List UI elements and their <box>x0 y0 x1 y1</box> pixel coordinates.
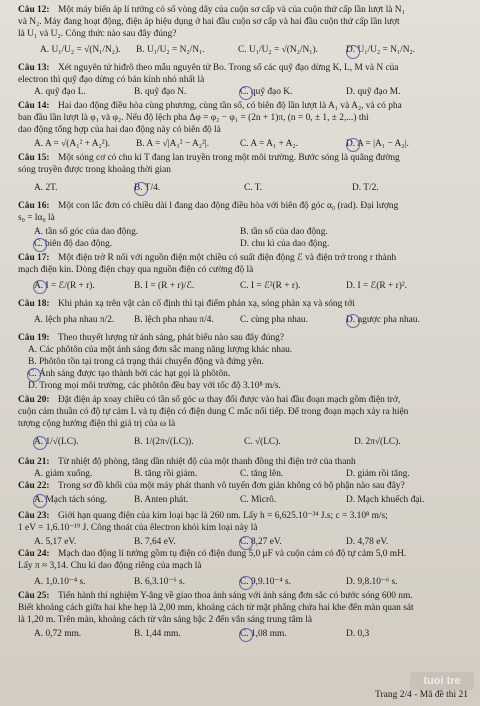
answer-mark <box>33 238 47 252</box>
text-fragment: Một điện trở R nối với nguồn điện một chiều có suất điện động ℰ và điện trở trong r thành <box>58 253 397 263</box>
watermark-logo: tuoi tre <box>410 672 474 690</box>
question-number: Câu 13: <box>18 63 50 73</box>
text-fragment: C. 9,9.10⁻⁴ s. <box>240 577 291 587</box>
text-fragment: dao động tổng hợp của hai dao động này có biên độ là <box>18 125 221 135</box>
text-fragment: Xét nguyên tử hiđrô theo mẫu nguyên tử Bo. Trong số các quỹ đạo dừng K, L, M và N của <box>58 63 399 73</box>
text-line <box>0 468 480 480</box>
text-fragment: B. Phôtôn tồn tại trong cả trạng thái chuyển động và đứng yên. <box>28 357 264 367</box>
text-line <box>0 124 480 136</box>
text-line <box>0 394 480 406</box>
text-line <box>0 74 480 86</box>
text-fragment: B. I = (R + r)/ℰ. <box>134 281 195 291</box>
answer-mark <box>134 182 148 196</box>
text-fragment: B. Anten phát. <box>134 495 189 505</box>
text-fragment: Giới hạn quang điện của kim loại bạc là 260 nm. Lấy h = 6,625.10⁻³⁴ J.s; c = 3.10⁸ m/s; <box>58 511 388 521</box>
answer-mark <box>33 494 47 508</box>
text-fragment: D. giảm rồi tăng. <box>346 469 410 479</box>
text-line <box>0 152 480 164</box>
text-line <box>0 602 480 614</box>
answer-mark <box>33 280 47 294</box>
text-line <box>0 62 480 74</box>
question-number: Câu 23: <box>18 511 50 521</box>
text-line <box>0 406 480 418</box>
text-line <box>0 28 480 40</box>
text-fragment: B. 1,44 mm. <box>134 629 181 639</box>
question-number: Câu 14: <box>18 101 50 111</box>
text-fragment: 1 eV = 1,6.10⁻¹⁹ J. Công thoát của êlectron khỏi kim loại này là <box>18 523 258 533</box>
text-fragment: C. I = ℰ²(R + r). <box>240 281 301 291</box>
text-fragment: Mạch dao động lí tưởng gồm tụ điện có điện dung 5,0 μF và cuộn cảm có độ tự cảm 5,0 mH. <box>58 549 407 559</box>
text-line <box>0 44 480 56</box>
text-line <box>0 614 480 626</box>
answer-mark <box>27 368 41 382</box>
text-fragment: A. tần số góc của dao động. <box>34 227 139 237</box>
text-fragment: s₀ = lα₀ là <box>18 213 55 223</box>
text-line <box>0 314 480 326</box>
answer-mark <box>239 86 253 100</box>
text-fragment: A. 1/√(LC). <box>34 437 79 447</box>
text-line <box>0 560 480 572</box>
answer-mark <box>33 436 47 450</box>
text-fragment: D. chu kì của dao động. <box>240 239 330 249</box>
text-fragment: Tiến hành thí nghiệm Y-âng về giao thoa ánh sáng với ánh sáng đơn sắc có bước sóng 600 nm. <box>58 591 413 601</box>
text-fragment: và N₂. Máy đang hoạt động, điện áp hiệu dụng ở hai đầu cuộn sơ cấp và hai đầu cuộn thứ cấp lần lượt <box>18 17 400 27</box>
text-fragment: A. Mạch tách sóng. <box>34 495 108 505</box>
text-fragment: Đặt điện áp xoay chiều có tần số góc ω thay đổi được vào hai đầu đoạn mạch gồm điện trở, <box>58 395 401 405</box>
text-line <box>0 344 480 356</box>
text-fragment: Từ nhiệt độ phòng, tăng dần nhiệt độ của một thanh đồng thì điện trở của thanh <box>58 457 356 467</box>
text-fragment: D. I = ℰ(R + r)². <box>346 281 407 291</box>
text-line <box>0 182 480 194</box>
text-fragment: C. quỹ đạo K. <box>240 87 293 97</box>
text-line <box>0 436 480 448</box>
question-number: Câu 25: <box>18 591 50 601</box>
text-line <box>0 548 480 560</box>
question-number: Câu 17: <box>18 253 50 263</box>
text-fragment: D. Mạch khuếch đại. <box>346 495 425 505</box>
text-line <box>0 522 480 534</box>
text-fragment: A. quỹ đạo L. <box>34 87 86 97</box>
text-line <box>0 16 480 28</box>
text-fragment: C. 1,08 mm. <box>240 629 287 639</box>
text-line <box>0 252 480 264</box>
text-line <box>0 4 480 16</box>
text-fragment: Hai dao động điều hòa cùng phương, cùng tần số, có biên độ lần lượt là A₁ và A₂, và có pha <box>58 101 402 111</box>
text-fragment: C. Ánh sáng được tạo thành bởi các hạt gọi là phôtôn. <box>28 369 231 379</box>
text-fragment: B. A = √|A₁² − A₂²|. <box>136 139 210 149</box>
text-fragment: A. A = √(A₁² + A₂²). <box>34 139 111 149</box>
text-fragment: electron thì quỹ đạo dừng có bán kính nhỏ nhất là <box>18 75 205 85</box>
answer-mark <box>239 628 253 642</box>
text-fragment: Theo thuyết lượng tử ánh sáng, phát biểu nào sau đây đúng? <box>58 333 285 343</box>
text-fragment: B. 7,64 eV. <box>134 537 176 547</box>
text-fragment: B. T/4. <box>134 183 161 193</box>
text-fragment: A. U₁/U₂ = √(N₁/N₂). <box>40 45 121 55</box>
text-line <box>0 226 480 238</box>
text-fragment: A. 0,72 mm. <box>34 629 82 639</box>
text-fragment: Trong sơ đồ khối của một máy phát thanh vô tuyến đơn giản không có bộ phận nào sau đây? <box>58 481 405 491</box>
text-fragment: D. U₁/U₂ = N₁/N₂. <box>346 45 416 55</box>
text-fragment: Một con lắc đơn có chiều dài l đang dao động điều hòa với biên độ góc α₀ (rad). Đại lượng <box>58 201 399 211</box>
text-fragment: A. 1,0.10⁻⁴ s. <box>34 577 86 587</box>
text-line <box>0 368 480 380</box>
page-footer: Trang 2/4 - Mã đề thi 21 <box>375 690 469 700</box>
text-fragment: mạch điện kín. Dòng điện chạy qua nguồn điện có cường độ là <box>18 265 254 275</box>
text-fragment: là U₁ và U₂. Công thức nào sau đây đúng? <box>18 29 177 39</box>
text-line <box>0 212 480 224</box>
text-fragment: Một máy biến áp lí tưởng có số vòng dây của cuộn sơ cấp và của cuộn thứ cấp lần lượt là N₁ <box>58 5 405 15</box>
text-line <box>0 356 480 368</box>
text-fragment: là 1,20 m. Trên màn, khoảng cách từ vân sáng bậc 2 đến vân sáng trung tâm là <box>18 615 313 625</box>
text-fragment: C. T. <box>244 183 263 193</box>
text-line <box>0 494 480 506</box>
text-fragment: C. biên độ dao động. <box>34 239 113 249</box>
text-fragment: B. tăng rồi giảm. <box>134 469 198 479</box>
text-fragment: D. 9,8.10⁻⁶ s. <box>346 577 398 587</box>
text-fragment: C. tăng lên. <box>240 469 284 479</box>
text-fragment: Lấy π ≈ 3,14. Chu kì dao động riêng của mạch là <box>18 561 202 571</box>
text-fragment: C. A = A₁ + A₂. <box>240 139 299 149</box>
text-fragment: B. 1/(2π√(LC)). <box>134 437 194 447</box>
text-fragment: A. lệch pha nhau π/2. <box>34 315 115 325</box>
text-fragment: D. 0,3 <box>346 629 370 639</box>
text-fragment: D. quỹ đạo M. <box>346 87 401 97</box>
question-number: Câu 19: <box>18 333 50 343</box>
text-line <box>0 112 480 124</box>
text-line <box>0 380 480 392</box>
text-line <box>0 100 480 112</box>
text-fragment: A. 2T. <box>34 183 58 193</box>
text-line <box>0 418 480 430</box>
text-line <box>0 280 480 292</box>
text-fragment: D. A = |A₁ − A₂|. <box>346 139 409 149</box>
text-line <box>0 200 480 212</box>
question-number: Câu 16: <box>18 201 50 211</box>
text-line <box>0 164 480 176</box>
text-fragment: B. lệch pha nhau π/4. <box>134 315 214 325</box>
answer-mark <box>346 45 360 59</box>
text-fragment: A. I = ℰ/(R + r). <box>34 281 95 291</box>
text-fragment: tượng cộng hưởng điện thì giá trị của ω là <box>18 419 176 429</box>
text-fragment: C. cùng pha nhau. <box>240 315 308 325</box>
text-fragment: sóng truyền được trong khoảng thời gian <box>18 165 171 175</box>
answer-mark <box>346 314 360 328</box>
text-fragment: A. giảm xuống. <box>34 469 93 479</box>
text-line <box>0 138 480 150</box>
text-fragment: D. 2π√(LC). <box>354 437 401 447</box>
answer-mark <box>239 536 253 550</box>
question-number: Câu 12: <box>18 5 50 15</box>
text-fragment: B. quỹ đạo N. <box>134 87 187 97</box>
text-fragment: C. 8,27 eV. <box>240 537 282 547</box>
text-fragment: Khi phản xạ trên vật cản cố định thì tại điểm phản xạ, sóng phản xạ và sóng tới <box>58 299 355 309</box>
question-number: Câu 18: <box>18 299 50 309</box>
text-fragment: cuộn cảm thuần có độ tự cảm L và tụ điện có điện dung C mắc nối tiếp. Để trong đoạn mạch xảy ra hiện <box>18 407 409 417</box>
text-line <box>0 480 480 492</box>
text-fragment: B. U₁/U₂ = N₂/N₁. <box>136 45 205 55</box>
text-line <box>0 332 480 344</box>
text-line <box>0 590 480 602</box>
text-line <box>0 264 480 276</box>
text-fragment: D. T/2. <box>352 183 379 193</box>
text-fragment: Biết khoảng cách giữa hai khe hẹp là 2,00 mm, khoảng cách từ mặt phẳng chứa hai khe đến màn quan sát <box>18 603 414 613</box>
text-line <box>0 510 480 522</box>
text-fragment: D. ngược pha nhau. <box>346 315 420 325</box>
text-line <box>0 456 480 468</box>
text-fragment: C. Micrô. <box>240 495 277 505</box>
text-fragment: Một sóng cơ có chu kì T đang lan truyền trong một môi trường. Bước sóng là quãng đường <box>58 153 400 163</box>
text-fragment: A. Các phôtôn của một ánh sáng đơn sắc mang năng lượng khác nhau. <box>28 345 293 355</box>
text-fragment: B. tần số của dao động. <box>240 227 328 237</box>
text-line <box>0 238 480 250</box>
text-fragment: C. U₁/U₂ = √(N₂/N₁). <box>238 45 319 55</box>
question-number: Câu 24: <box>18 549 50 559</box>
text-fragment: B. 6,3.10⁻⁶ s. <box>134 577 185 587</box>
question-number: Câu 20: <box>18 395 50 405</box>
question-number: Câu 21: <box>18 457 50 467</box>
question-number: Câu 15: <box>18 153 50 163</box>
text-fragment: D. Trong mọi môi trường, các phôtôn đều bay với tốc độ 3.10⁸ m/s. <box>28 381 281 391</box>
question-number: Câu 22: <box>18 481 50 491</box>
text-line <box>0 298 480 310</box>
answer-mark <box>346 138 360 152</box>
text-fragment: D. 4,78 eV. <box>346 537 389 547</box>
text-fragment: ban đầu lần lượt là φ₁ và φ₂. Nếu độ lệch pha Δφ = φ₂ − φ₁ = (2n + 1)π, (n = 0, ± 1, ± 2,...) thì <box>18 113 369 123</box>
text-fragment: A. 5,17 eV. <box>34 537 77 547</box>
answer-mark <box>239 576 253 590</box>
text-fragment: C. √(LC). <box>244 437 281 447</box>
